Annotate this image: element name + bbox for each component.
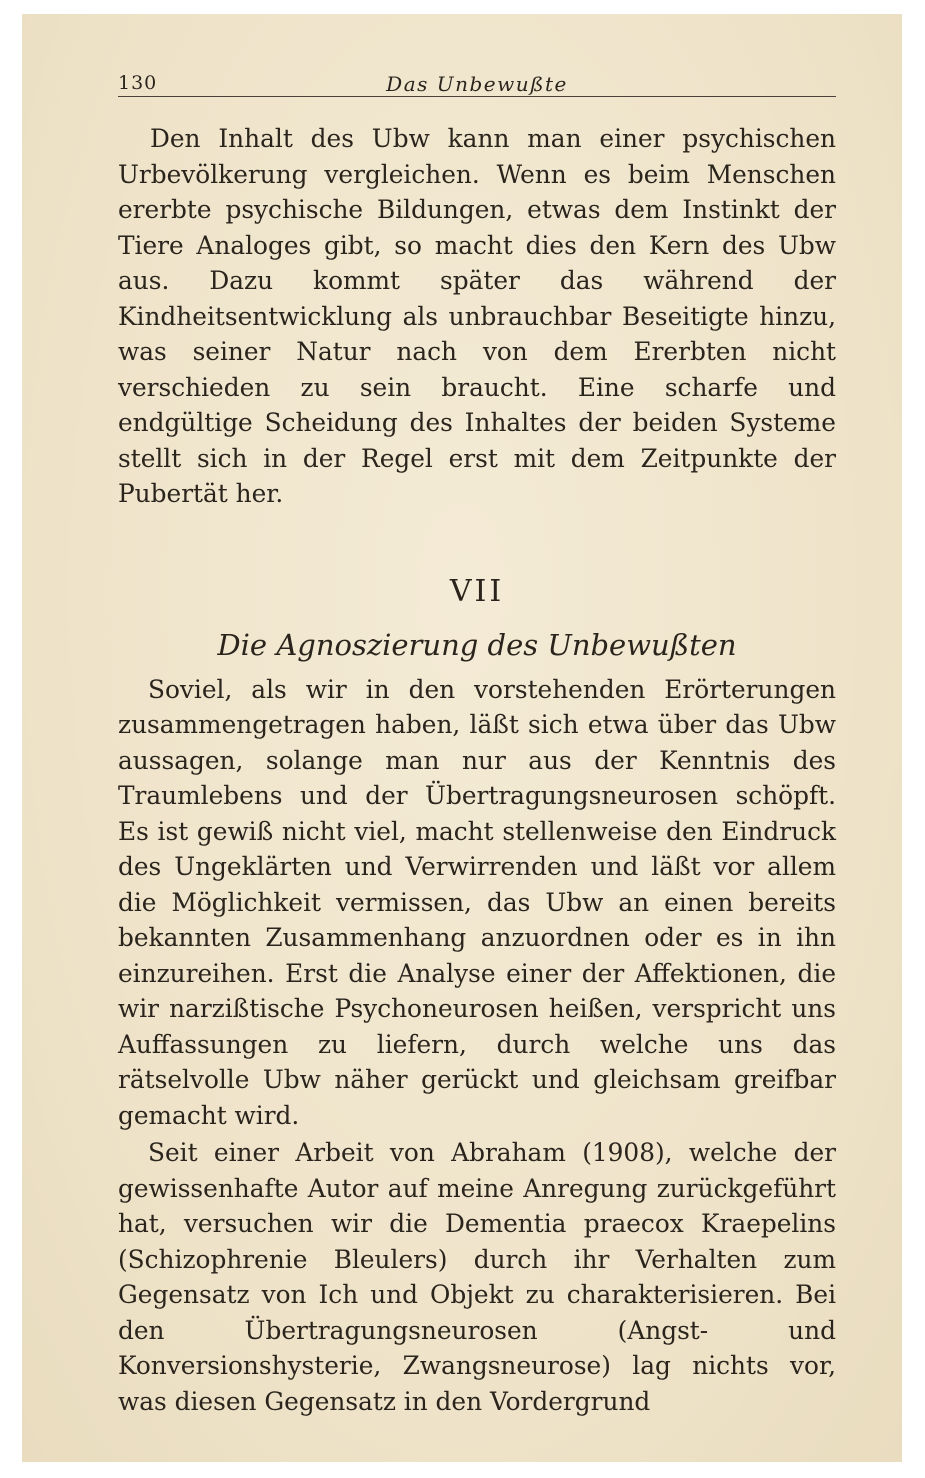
paragraph-2: Soviel, als wir in den vorstehenden Erörterungen zusammengetragen haben, läßt sich etwa über das Ubw aussagen, solange man nur aus der Kenntnis des Traumlebens und der Übertragungsneurosen schöpft. Es ist gewiß nicht viel, macht stellenweise den Eindruck des Ungeklärten und Verwirrenden und läßt vor allem die Möglichkeit vermissen, das Ubw an einen bereits bekannten Zusammenhang anzuordnen oder es in ihn einzureihen. Erst die Analyse einer der Affektionen, die wir narzißtische Psychoneurosen heißen, verspricht uns Auffassungen zu liefern, durch welche uns das rätselvolle Ubw näher gerückt und gleichsam greifbar gemacht wird. [118, 674, 836, 1130]
page-number: 130 [118, 72, 158, 94]
running-title: Das Unbewußte [386, 72, 568, 96]
chapter-title: Die Agnoszierung des Unbewußten [217, 627, 737, 662]
book-page [118, 60, 836, 1419]
page-header [118, 60, 836, 97]
paragraph-1: Den Inhalt des Ubw kann man einer psychischen Urbevölkerung vergleichen. Wenn es beim Menschen ererbte psychische Bildungen, etwas dem Instinkt der Tiere Analoges gibt, so macht dies den Kern des Ubw aus. Dazu kommt später das während der Kindheitsentwicklung als unbrauchbar Beseitigte hinzu, was seiner Natur nach von dem Ererbten nicht verschieden zu sein braucht. Eine scharfe und endgültige Scheidung des Inhaltes der beiden Systeme stellt sich in der Regel erst mit dem Zeitpunkte der Pubertät her. [118, 124, 836, 508]
paragraph-3: Seit einer Arbeit von Abraham (1908), welche der gewissenhafte Autor auf meine Anregung zurückgeführt hat, versuchen wir die Dementia praecox Kraepelins (Schizophrenie Bleulers) durch ihr Verhalten zum Gegensatz von Ich und Objekt zu charakterisieren. Bei den Übertragungsneurosen (Angst- und Konversionshysterie, Zwangsneurose) lag nichts vor, was diesen Gegensatz in den Vordergrund [118, 1138, 836, 1416]
chapter-number: VII [449, 573, 505, 609]
